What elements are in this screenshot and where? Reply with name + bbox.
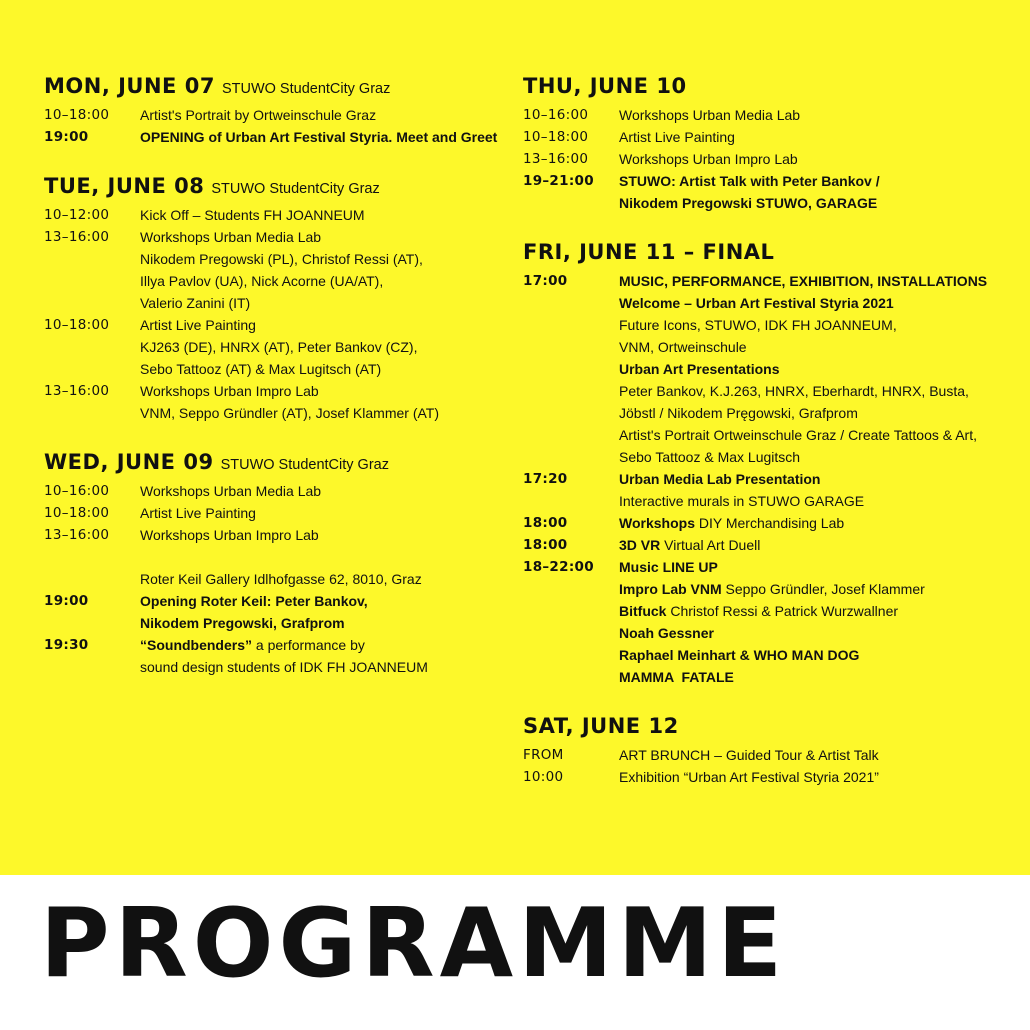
day-header (523, 240, 1003, 270)
event: Nikodem Pregowski (PL), Christof Ressi (AT), (140, 251, 423, 267)
right-column (523, 74, 1003, 814)
day-title: FRI, JUNE 11 – FINAL (523, 240, 775, 264)
time (523, 622, 619, 644)
event: sound design students of IDK FH JOANNEUM (140, 659, 428, 675)
time: 19:00 (44, 129, 89, 145)
event-bold: “Soundbenders” (140, 637, 253, 653)
programme-title: PROGRAMME (40, 889, 788, 999)
event: Interactive murals in STUWO GARAGE (619, 493, 865, 509)
time (44, 402, 140, 424)
schedule-row (44, 502, 514, 524)
time (44, 270, 140, 292)
day-title: SAT, JUNE 12 (523, 714, 679, 738)
time (44, 358, 140, 380)
schedule-row (44, 634, 514, 656)
schedule-row (44, 270, 514, 292)
event: Nikodem Pregowski STUWO, GARAGE (619, 195, 878, 211)
schedule-row (523, 126, 1003, 148)
event (619, 534, 1003, 556)
event: OPENING of Urban Art Festival Styria. Meet and Greet (140, 129, 498, 145)
event: Artist Live Painting (140, 505, 256, 521)
schedule-row (523, 600, 1003, 622)
schedule-row (44, 358, 514, 380)
event: Future Icons, STUWO, IDK FH JOANNEUM, (619, 317, 897, 333)
time: 10–18:00 (44, 317, 110, 333)
time (523, 380, 619, 402)
event: Music LINE UP (619, 559, 718, 575)
time (523, 402, 619, 424)
time (523, 314, 619, 336)
event: Raphael Meinhart & WHO MAN DOG (619, 647, 860, 663)
schedule-row (44, 524, 514, 546)
day-header (44, 450, 514, 480)
event: Artist Live Painting (140, 317, 256, 333)
day-wednesday (44, 450, 514, 678)
footer-band (0, 875, 1030, 1030)
time (44, 568, 140, 590)
time: 17:20 (523, 471, 568, 487)
time (523, 490, 619, 512)
event: Workshops Urban Impro Lab (619, 151, 798, 167)
event: Exhibition “Urban Art Festival Styria 2021” (619, 769, 879, 785)
day-header (44, 174, 514, 204)
event-rest: Christof Ressi & Patrick Wurzwallner (666, 603, 899, 619)
time (523, 336, 619, 358)
event: Opening Roter Keil: Peter Bankov, (140, 593, 368, 609)
day-title: THU, JUNE 10 (523, 74, 687, 98)
schedule-row (523, 192, 1003, 214)
schedule-row (523, 744, 1003, 766)
schedule-row (44, 612, 514, 634)
schedule-row (523, 270, 1003, 292)
schedule-row (523, 446, 1003, 468)
event: ART BRUNCH – Guided Tour & Artist Talk (619, 747, 879, 763)
event: Sebo Tattooz & Max Lugitsch (619, 449, 801, 465)
event: KJ263 (DE), HNRX (AT), Peter Bankov (CZ), (140, 339, 418, 355)
event (619, 600, 1003, 622)
event: VNM, Seppo Gründler (AT), Josef Klammer (AT) (140, 405, 439, 421)
time (523, 292, 619, 314)
time: 13–16:00 (44, 527, 110, 543)
time: 10–18:00 (44, 107, 110, 123)
event: Artist Live Painting (619, 129, 735, 145)
schedule-row (44, 248, 514, 270)
day-friday (523, 240, 1003, 688)
event (619, 512, 1003, 534)
event: Artist's Portrait Ortweinschule Graz / Create Tattoos & Art, (619, 427, 977, 443)
event-rest: DIY Merchandising Lab (694, 515, 845, 531)
schedule-row (523, 170, 1003, 192)
event: MUSIC, PERFORMANCE, EXHIBITION, INSTALLATIONS (619, 273, 988, 289)
schedule-row (44, 204, 514, 226)
schedule-row (523, 336, 1003, 358)
day-title: WED, JUNE 09 (44, 450, 214, 474)
time: 13–16:00 (44, 229, 110, 245)
event (140, 634, 514, 656)
event: Artist's Portrait by Ortweinschule Graz (140, 107, 377, 123)
event: Peter Bankov, K.J.263, HNRX, Eberhardt, HNRX, Busta, (619, 383, 969, 399)
time: 19–21:00 (523, 173, 594, 189)
event: Sebo Tattooz (AT) & Max Lugitsch (AT) (140, 361, 382, 377)
schedule-row (523, 148, 1003, 170)
day-header (44, 74, 514, 104)
event: Noah Gessner (619, 625, 714, 641)
time (44, 656, 140, 678)
event: Workshops Urban Media Lab (619, 107, 801, 123)
time: 10–18:00 (44, 505, 110, 521)
event-rest: Seppo Gründler, Josef Klammer (721, 581, 925, 597)
schedule-row (44, 226, 514, 248)
time: 18:00 (523, 515, 568, 531)
day-tuesday (44, 174, 514, 424)
venue-line: Roter Keil Gallery Idlhofgasse 62, 8010, Graz (140, 571, 422, 587)
spacer (44, 546, 514, 568)
event: Jöbstl / Nikodem Pręgowski, Grafprom (619, 405, 858, 421)
schedule-row (523, 766, 1003, 788)
event: MAMMA FATALE (619, 669, 734, 685)
schedule-row (44, 380, 514, 402)
schedule-row (523, 424, 1003, 446)
time (523, 578, 619, 600)
time (523, 644, 619, 666)
event: Workshops Urban Impro Lab (140, 383, 319, 399)
day-monday (44, 74, 514, 148)
schedule-row (523, 402, 1003, 424)
event-bold: Workshops (619, 515, 695, 531)
schedule-row (523, 104, 1003, 126)
day-title: MON, JUNE 07 (44, 74, 215, 98)
time: 10–16:00 (523, 107, 589, 123)
schedule-row (523, 666, 1003, 688)
day-saturday (523, 714, 1003, 788)
time: 10:00 (523, 769, 564, 785)
schedule-row (44, 656, 514, 678)
event (619, 578, 1003, 600)
event: Nikodem Pregowski, Grafprom (140, 615, 345, 631)
event: Valerio Zanini (IT) (140, 295, 251, 311)
time: 10–18:00 (523, 129, 589, 145)
time: 13–16:00 (44, 383, 110, 399)
time (44, 336, 140, 358)
event: Kick Off – Students FH JOANNEUM (140, 207, 365, 223)
day-header (523, 74, 1003, 104)
event: Urban Media Lab Presentation (619, 471, 821, 487)
day-venue: STUWO StudentCity Graz (220, 457, 389, 473)
schedule-row (44, 590, 514, 612)
event-rest: Virtual Art Duell (660, 537, 761, 553)
event: Workshops Urban Media Lab (140, 229, 322, 245)
schedule-row (44, 314, 514, 336)
time (523, 192, 619, 214)
schedule-row (44, 568, 514, 590)
left-column (44, 74, 514, 704)
schedule-row (44, 402, 514, 424)
schedule-row (44, 104, 514, 126)
event-bold: Bitfuck (619, 603, 667, 619)
schedule-row (523, 534, 1003, 556)
schedule-row (44, 336, 514, 358)
schedule-row (523, 314, 1003, 336)
time (44, 292, 140, 314)
schedule-row (523, 292, 1003, 314)
day-venue: STUWO StudentCity Graz (211, 181, 380, 197)
time (44, 248, 140, 270)
schedule-row (44, 480, 514, 502)
time: 18:00 (523, 537, 568, 553)
time: 10–12:00 (44, 207, 110, 223)
time: 19:00 (44, 593, 89, 609)
schedule-row (523, 556, 1003, 578)
time: 18–22:00 (523, 559, 594, 575)
event: Workshops Urban Media Lab (140, 483, 322, 499)
time (523, 666, 619, 688)
schedule-row (44, 292, 514, 314)
time: FROM (523, 747, 564, 763)
event: Urban Art Presentations (619, 361, 780, 377)
day-header (523, 714, 1003, 744)
schedule-row (523, 578, 1003, 600)
time: 10–16:00 (44, 483, 110, 499)
event: Illya Pavlov (UA), Nick Acorne (UA/AT), (140, 273, 384, 289)
day-thursday (523, 74, 1003, 214)
day-title: TUE, JUNE 08 (44, 174, 205, 198)
schedule-row (523, 644, 1003, 666)
time (523, 424, 619, 446)
time: 19:30 (44, 637, 89, 653)
event-bold: Impro Lab VNM (619, 581, 722, 597)
schedule-row (523, 380, 1003, 402)
schedule-row (523, 512, 1003, 534)
schedule-row (523, 358, 1003, 380)
time: 17:00 (523, 273, 568, 289)
event: STUWO: Artist Talk with Peter Bankov / (619, 173, 880, 189)
day-venue: STUWO StudentCity Graz (221, 81, 391, 97)
schedule-row (523, 490, 1003, 512)
time (523, 446, 619, 468)
schedule-row (44, 126, 514, 148)
time (44, 612, 140, 634)
time: 13–16:00 (523, 151, 589, 167)
event-bold: 3D VR (619, 537, 661, 553)
event: VNM, Ortweinschule (619, 339, 747, 355)
time (523, 358, 619, 380)
event-rest: a performance by (252, 637, 365, 653)
time (523, 600, 619, 622)
event: Workshops Urban Impro Lab (140, 527, 319, 543)
event: Welcome – Urban Art Festival Styria 2021 (619, 295, 894, 311)
schedule-row (523, 622, 1003, 644)
schedule-row (523, 468, 1003, 490)
